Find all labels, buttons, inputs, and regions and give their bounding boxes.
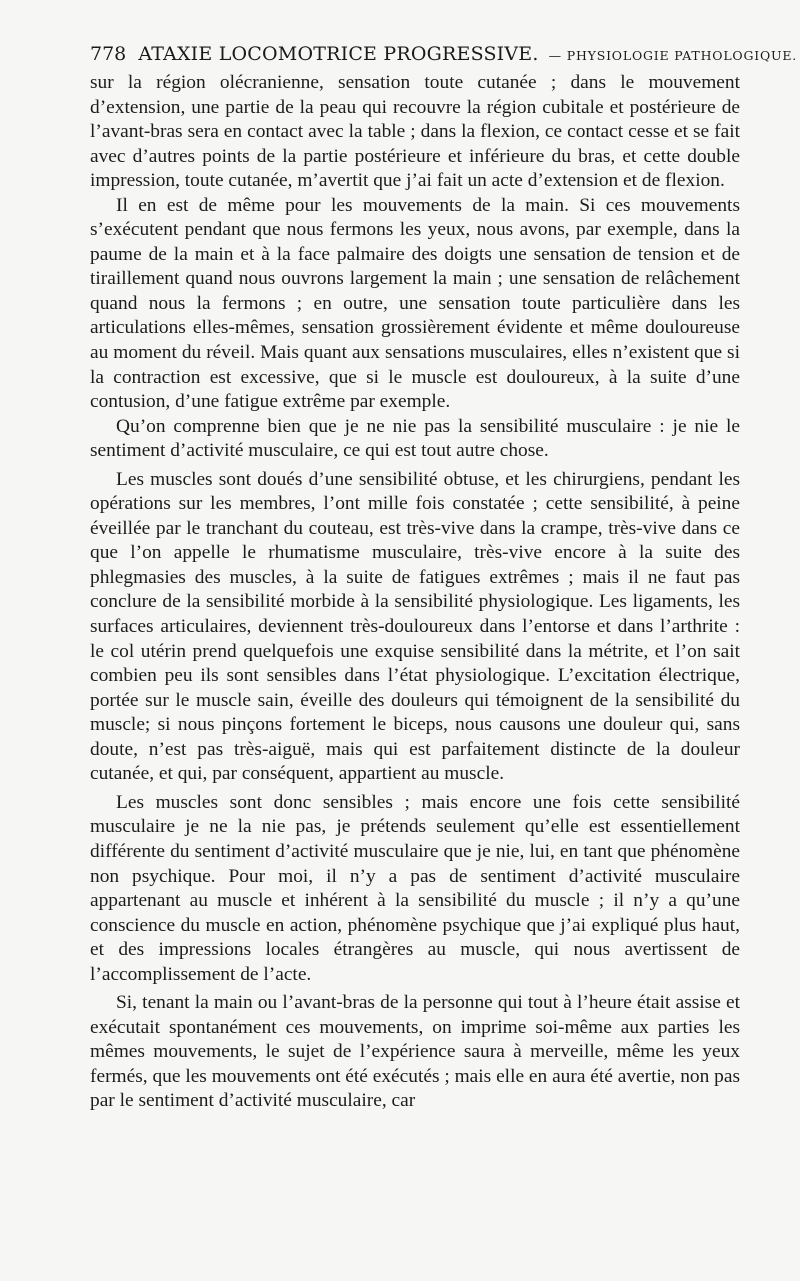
body-text [90,71,740,1114]
paragraph-2: Il en est de même pour les mouvements de la main. Si ces mouvements s’exécutent pendant que nous fermons les yeux, nous avons, par exemple, dans la paume de la main et à la face palmaire des doigts une sensation de tension et de tiraillement quand nous ouvrons largement la main ; une sensation de relâchement quand nous la fermons ; en outre, une sensation toute particulière dans les articulations elles-mêmes, sensation grossièrement évidente et même douloureuse au moment du réveil. Mais quant aux sensations musculaires, elles n’existent que si la contraction est excessive, que si le muscle est douloureux, à la suite d’une contusion, d’une fatigue extrême par exemple. [90,194,740,413]
running-subtitle: — PHYSIOLOGIE PATHOLOGIQUE. [548,48,798,63]
paragraph-1: sur la région olécranienne, sensation toute cutanée ; dans le mouvement d’extension, une partie de la peau qui recouvre la région cubitale et postérieure de l’avant-bras sera en contact avec la table ; dans la flexion, ce contact cesse et se fait avec d’autres points de la partie postérieure et inférieure du bras, et cette double impression, toute cutanée, m’avertit que j’ai fait un acte d’extension et de flexion. [90,72,740,192]
running-title: ATAXIE LOCOMOTRICE PROGRESSIVE. [138,43,539,65]
paragraph-3: Qu’on comprenne bien que je ne nie pas la sensibilité musculaire : je nie le sentiment d’activité musculaire, ce qui est tout autre chose. [90,415,740,462]
paragraph-4: Les muscles sont doués d’une sensibilité obtuse, et les chirurgiens, pendant les opérations sur les membres, l’ont mille fois constatée ; cette sensibilité, à peine éveillée par le tranchant du couteau, est très-vive dans la crampe, très-vive dans ce que l’on appelle le rhumatisme musculaire, très-vive encore à la suite des phlegmasies des muscles, à la suite de fatigues extrêmes ; mais il ne faut pas conclure de la sensibilité morbide à la sensibilité physiologique. Les ligaments, les surfaces articulaires, deviennent très-douloureux dans l’entorse et dans l’arthrite : le col utérin prend quelquefois une exquise sensibilité dans la métrite, et l’on sait combien peu ils sont sensibles dans l’état physiologique. L’excitation électrique, portée sur le muscle sain, éveille des douleurs qui témoignent de la sensibilité du muscle; si nous pinçons fortement le biceps, nous causons une douleur qui, sans doute, n’est pas très-aiguë, mais qui est parfaitement distincte de la douleur cutanée, et qui, par conséquent, appartient au muscle. [90,468,740,785]
running-header [90,40,798,68]
paragraph-5: Les muscles sont donc sensibles ; mais encore une fois cette sensibilité musculaire je ne la nie pas, je prétends seulement qu’elle est essentiellement différente du sentiment d’activité musculaire que je nie, lui, en tant que phénomène non psychique. Pour moi, il n’y a pas de sentiment d’activité musculaire appartenant au muscle et inhérent à la sensibilité du muscle ; il n’y a qu’une conscience du muscle en action, phénomène psychique que j’ai expliqué plus haut, et des impressions locales étrangères au muscle, qui nous avertissent de l’accomplissement de l’acte. [90,791,740,985]
page-number: 778 [90,43,127,65]
paragraph-6: Si, tenant la main ou l’avant-bras de la personne qui tout à l’heure était assise et exécutait spontanément ces mouvements, on imprime soi-même aux parties les mêmes mouvements, le sujet de l’expérience saura à merveille, même les yeux fermés, que les mouvements ont été exécutés ; mais elle en aura été avertie, non pas par le sentiment d’activité musculaire, car [90,992,740,1112]
